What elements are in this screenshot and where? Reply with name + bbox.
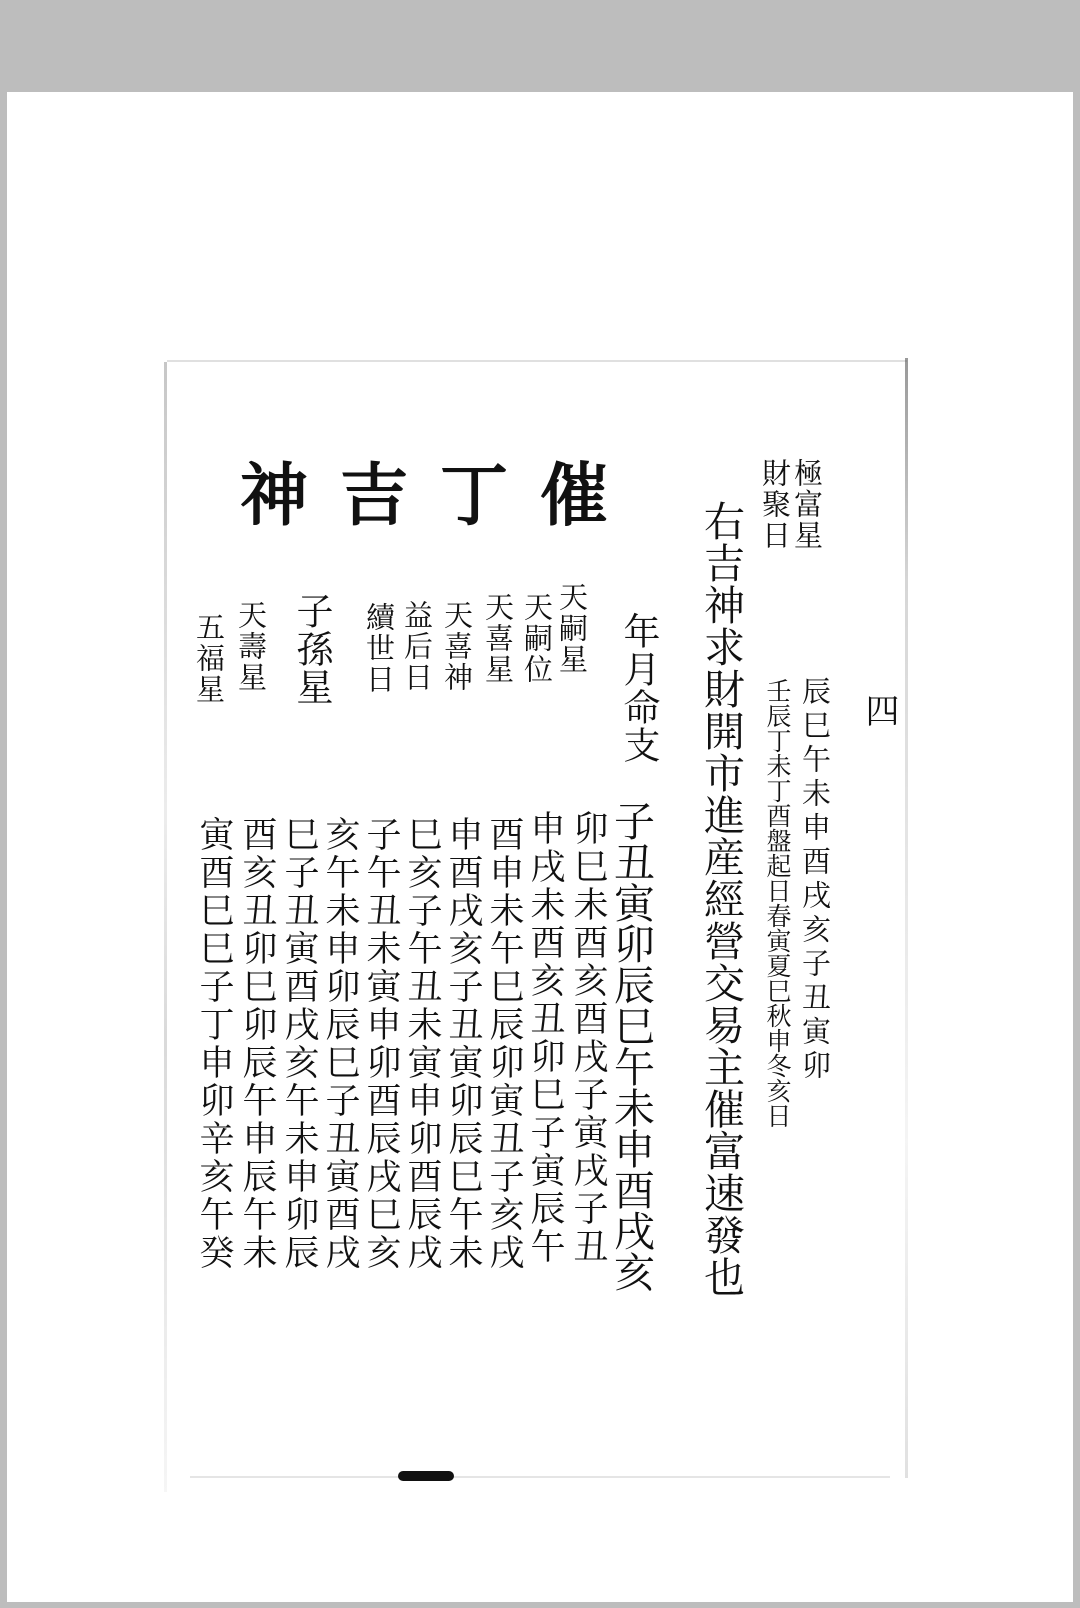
- ink-blot-mark: [398, 1471, 454, 1481]
- column-heading: 年月命支: [617, 612, 660, 764]
- grid-row-3: 酉申未午巳辰卯寅丑子亥戌: [484, 816, 524, 1272]
- grid-row-7: 亥午未申卯辰巳子丑寅酉戌: [320, 816, 360, 1272]
- branch-reference-line: 辰巳午未申酉戌亥子丑寅卯: [798, 676, 832, 1084]
- left-name-4: 天喜神: [440, 600, 474, 693]
- left-name-9: 五福星: [192, 612, 226, 705]
- grid-row-8: 巳子丑寅酉戌亥午未申卯辰: [279, 816, 319, 1272]
- page-title: 催丁吉神: [240, 456, 641, 536]
- summary-line: 右吉神求財開市進産經營交易主催富速發也: [697, 500, 745, 1298]
- grid-row-1: 卯巳未酉亥酉戌子寅戌子丑: [568, 810, 608, 1266]
- left-name-6: 續世日: [362, 602, 396, 695]
- left-name-5: 益后日: [400, 600, 434, 693]
- branch-header-row: 子丑寅卯辰巳午未申酉戌亥: [607, 800, 655, 1292]
- grid-row-5: 巳亥子午丑未寅申卯酉辰戌: [402, 816, 442, 1272]
- page-frame-top: [167, 360, 907, 362]
- page-frame-bottom: [190, 1476, 890, 1478]
- page-number: 四: [859, 693, 899, 727]
- grid-row-10: 寅酉巳巳子丁申卯辛亥午癸: [194, 816, 234, 1272]
- grid-row-2: 申戌未酉亥丑卯巳子寅辰午: [525, 810, 565, 1266]
- header-name-1: 極富星: [790, 458, 824, 551]
- grid-row-6: 子午丑未寅申卯酉辰戌巳亥: [361, 816, 401, 1272]
- left-name-7: 子孫星: [290, 592, 333, 706]
- page-frame-right: [905, 358, 908, 1478]
- grid-row-9: 酉亥丑卯巳卯辰午申辰午未: [237, 816, 277, 1272]
- left-name-2: 天嗣位: [520, 592, 554, 685]
- left-name-3: 天喜星: [481, 592, 515, 685]
- left-name-8: 天壽星: [234, 600, 268, 693]
- left-name-1: 天嗣星: [555, 582, 589, 675]
- grid-row-4: 申酉戌亥子丑寅卯辰巳午未: [443, 816, 483, 1272]
- note-line: 壬辰丁未丁酉盤起日春寅夏巳秋申冬亥日: [763, 678, 792, 1128]
- header-name-2: 財聚日: [758, 458, 792, 551]
- page-frame-left: [164, 362, 167, 1492]
